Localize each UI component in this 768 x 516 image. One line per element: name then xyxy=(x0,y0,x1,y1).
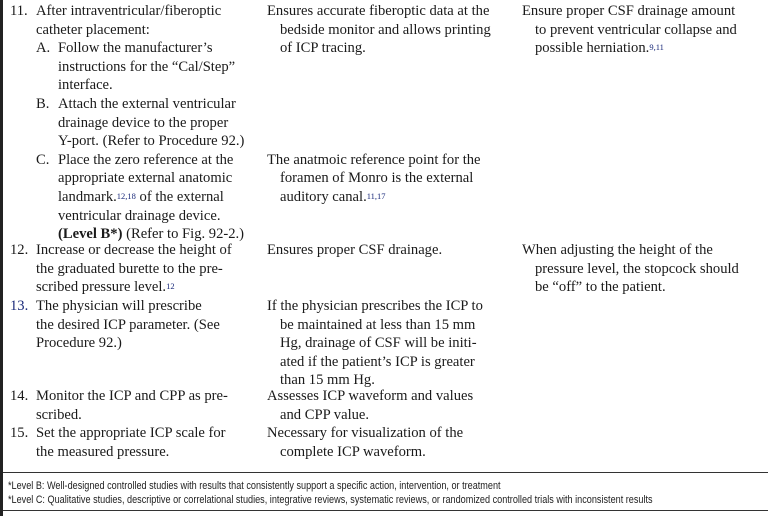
text-segment: (Refer to Fig. 92-2.) xyxy=(122,226,245,243)
text-segment: Assesses ICP waveform and values xyxy=(267,388,474,404)
text-line xyxy=(267,39,491,58)
text-segment: When adjusting the height of the xyxy=(522,242,713,258)
citation-superscript: 9,11 xyxy=(649,42,664,53)
footnote-divider-top xyxy=(3,472,768,473)
text-line xyxy=(522,278,739,297)
text-line xyxy=(267,334,483,353)
rationale-cell xyxy=(267,241,442,260)
text-segment: complete ICP waveform. xyxy=(280,443,426,460)
footnote-level-b: *Level B: Well-designed controlled studies with results that consistently support a specific action, intervention, or treatment xyxy=(8,480,501,492)
action-cell xyxy=(36,2,244,244)
text-segment: Follow the manufacturer’s xyxy=(58,40,213,57)
action-cell xyxy=(36,424,226,461)
text-line xyxy=(267,316,483,335)
text-segment: the desired ICP parameter. (See xyxy=(36,316,220,333)
text-segment: foramen of Monro is the external xyxy=(280,170,474,187)
text-line xyxy=(36,207,244,226)
text-line xyxy=(36,151,244,170)
text-line xyxy=(36,95,244,114)
text-segment: The physician will prescribe xyxy=(36,298,202,314)
special-considerations-cell xyxy=(522,2,737,58)
sub-step-label: B. xyxy=(36,95,50,112)
step-number: 12. xyxy=(10,242,29,258)
action-cell xyxy=(36,387,228,424)
text-line xyxy=(522,39,737,58)
text-line xyxy=(267,406,473,425)
text-segment: Procedure 92.) xyxy=(36,335,122,352)
text-segment: auditory canal. xyxy=(280,188,367,205)
text-line xyxy=(36,114,244,133)
step-number: 15. xyxy=(10,425,29,441)
text-segment: If the physician prescribes the ICP to xyxy=(267,298,483,314)
text-segment: Set the appropriate ICP scale for xyxy=(36,425,226,441)
text-segment: to prevent ventricular collapse and xyxy=(535,21,737,38)
text-line xyxy=(36,406,228,425)
text-line xyxy=(36,278,232,297)
sub-step-label: A. xyxy=(36,40,51,57)
text-line xyxy=(36,188,244,207)
text-line xyxy=(267,169,491,188)
text-segment: interface. xyxy=(58,77,113,94)
footnote-level-c: *Level C: Qualitative studies, descriptive or correlational studies, integrative reviews, systematic reviews, or randomized controlled trials with inconsistent results xyxy=(8,494,653,506)
text-line xyxy=(522,2,737,21)
footnote-divider-bottom xyxy=(3,510,768,511)
text-line xyxy=(522,241,739,260)
text-line xyxy=(267,21,491,40)
special-considerations-cell xyxy=(522,241,739,297)
text-line xyxy=(522,260,739,279)
text-line xyxy=(36,297,220,316)
text-segment: Attach the external ventricular xyxy=(58,95,236,112)
text-segment: of the external xyxy=(135,188,224,205)
text-segment: After intraventricular/fiberoptic xyxy=(36,3,222,19)
rationale-cell xyxy=(267,387,473,424)
citation-superscript: 11,17 xyxy=(366,190,386,201)
text-segment: Ensures proper CSF drainage. xyxy=(267,242,443,258)
text-segment: catheter placement: xyxy=(36,21,150,38)
text-segment: and CPP value. xyxy=(280,406,370,423)
text-segment: than 15 mm Hg. xyxy=(280,372,375,389)
text-line xyxy=(36,241,232,260)
text-segment: The anatmoic reference point for the xyxy=(267,151,481,168)
text-segment: scribed. xyxy=(36,406,82,423)
rationale-cell xyxy=(267,2,491,207)
text-segment: be maintained at less than 15 mm xyxy=(280,316,476,333)
text-line xyxy=(36,260,232,279)
step-number: 11. xyxy=(10,3,28,19)
text-segment: ventricular drainage device. xyxy=(58,207,221,224)
text-segment: Hg, drainage of CSF will be initi- xyxy=(280,335,477,352)
text-line xyxy=(36,443,226,462)
text-line xyxy=(267,353,483,372)
citation-superscript: 12 xyxy=(166,281,175,292)
action-cell xyxy=(36,297,220,353)
text-line xyxy=(522,21,737,40)
text-segment: ated if the patient’s ICP is greater xyxy=(280,353,475,370)
text-segment: drainage device to the proper xyxy=(58,114,229,131)
text-line xyxy=(267,241,442,260)
text-segment: pressure level, the stopcock should xyxy=(535,260,739,277)
text-segment: possible herniation. xyxy=(535,40,650,57)
text-line xyxy=(267,424,463,443)
rationale-cell xyxy=(267,424,463,461)
text-segment: instructions for the “Cal/Step” xyxy=(58,58,236,75)
text-segment: Ensures accurate fiberoptic data at the xyxy=(267,3,490,19)
text-segment: landmark. xyxy=(58,188,117,205)
citation-superscript: 12,18 xyxy=(116,190,136,201)
text-segment: the measured pressure. xyxy=(36,443,170,460)
text-segment: Necessary for visualization of the xyxy=(267,425,464,441)
left-border xyxy=(0,0,3,516)
evidence-level: (Level B*) xyxy=(58,226,123,243)
sub-step-label: C. xyxy=(36,151,50,168)
text-line xyxy=(36,76,244,95)
action-cell xyxy=(36,241,232,297)
text-segment: the graduated burette to the pre- xyxy=(36,260,223,277)
text-segment: be “off” to the patient. xyxy=(535,279,666,296)
rationale-cell xyxy=(267,297,483,390)
text-line xyxy=(36,2,244,21)
text-line xyxy=(267,2,491,21)
text-line xyxy=(36,132,244,151)
text-line xyxy=(36,316,220,335)
text-segment: Y-port. (Refer to Procedure 92.) xyxy=(58,133,245,150)
text-segment: scribed pressure level. xyxy=(36,279,167,296)
text-line xyxy=(267,387,473,406)
text-line xyxy=(36,334,220,353)
text-segment: appropriate external anatomic xyxy=(58,170,233,187)
text-segment: of ICP tracing. xyxy=(280,40,366,57)
text-line xyxy=(36,58,244,77)
text-line xyxy=(36,424,226,443)
text-line xyxy=(267,58,491,151)
text-line xyxy=(267,188,491,207)
text-line xyxy=(267,297,483,316)
text-segment: Increase or decrease the height of xyxy=(36,242,232,258)
text-line xyxy=(36,169,244,188)
text-line xyxy=(267,151,491,170)
text-line xyxy=(36,21,244,40)
text-segment: Place the zero reference at the xyxy=(58,151,234,168)
text-segment: bedside monitor and allows printing xyxy=(280,21,491,38)
step-number: 14. xyxy=(10,388,29,404)
text-segment: Monitor the ICP and CPP as pre- xyxy=(36,388,228,404)
text-line xyxy=(36,39,244,58)
step-number: 13. xyxy=(10,298,29,314)
text-line xyxy=(36,387,228,406)
text-line xyxy=(267,443,463,462)
text-segment: Ensure proper CSF drainage amount xyxy=(522,3,736,19)
